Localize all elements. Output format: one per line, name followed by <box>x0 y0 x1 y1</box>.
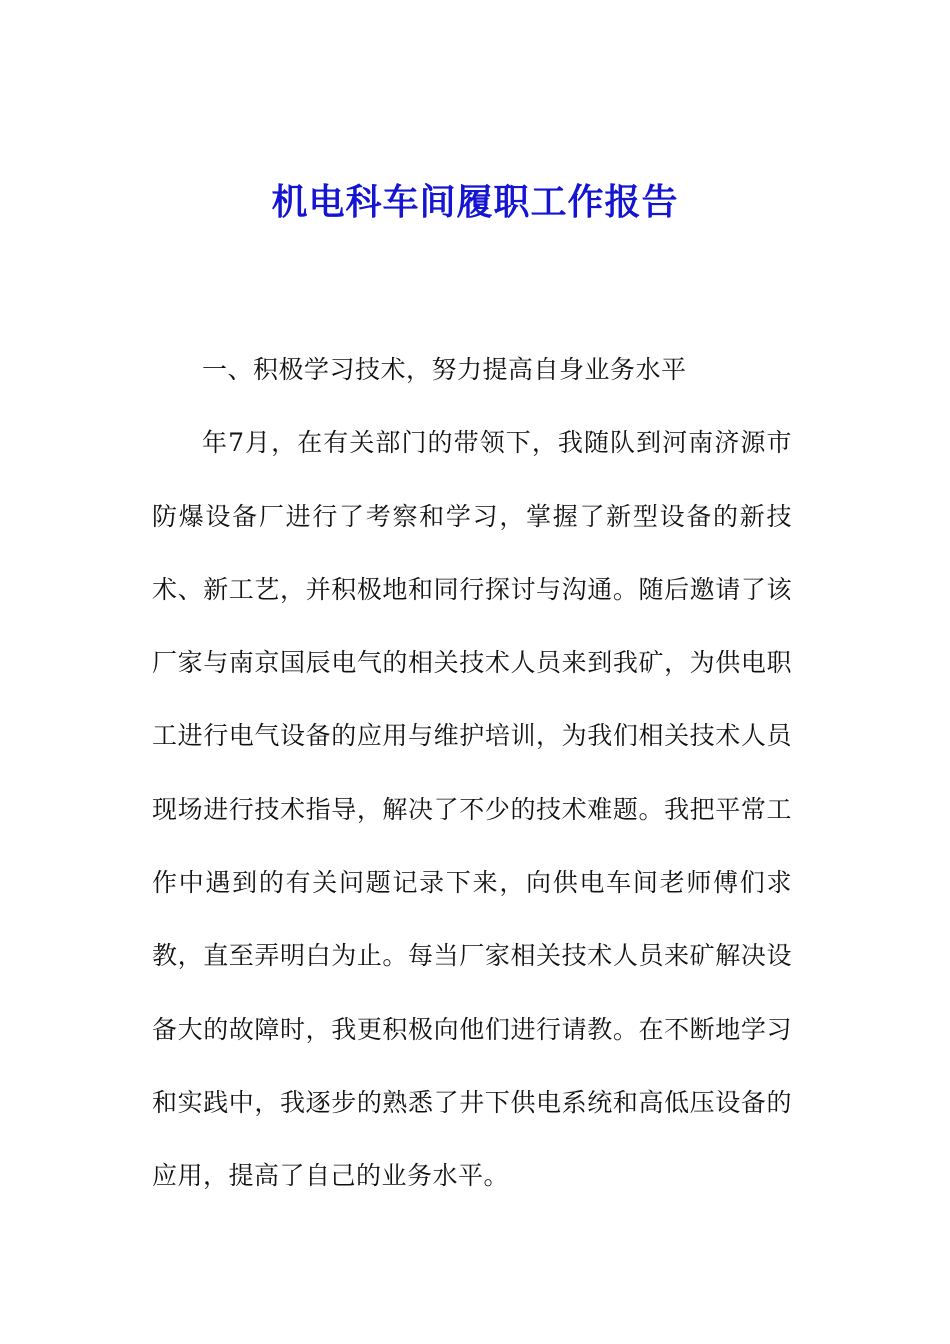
body-paragraph: 年7月，在有关部门的带领下，我随队到河南济源市防爆设备厂进行了考察和学习，掌握了新型设备的新技术、新工艺，并积极地和同行探讨与沟通。随后邀请了该厂家与南京国辰电气的相关技术人员来到我矿，为供电职工进行电气设备的应用与维护培训，为我们相关技术人员现场进行技术指导，解决了不少的技术难题。我把平常工作中遇到的有关问题记录下来，向供电车间老师傅们求教，直至弄明白为止。每当厂家相关技术人员来矿解决设备大的故障时，我更积极向他们进行请教。在不断地学习和实践中，我逐步的熟悉了井下供电系统和高低压设备的应用，提高了自己的业务水平。 <box>152 428 792 1191</box>
section-heading: 一、积极学习技术，努力提高自身业务水平 <box>202 355 687 384</box>
document-body <box>152 333 792 1213</box>
document-title: 机电科车间履职工作报告 <box>271 181 679 223</box>
